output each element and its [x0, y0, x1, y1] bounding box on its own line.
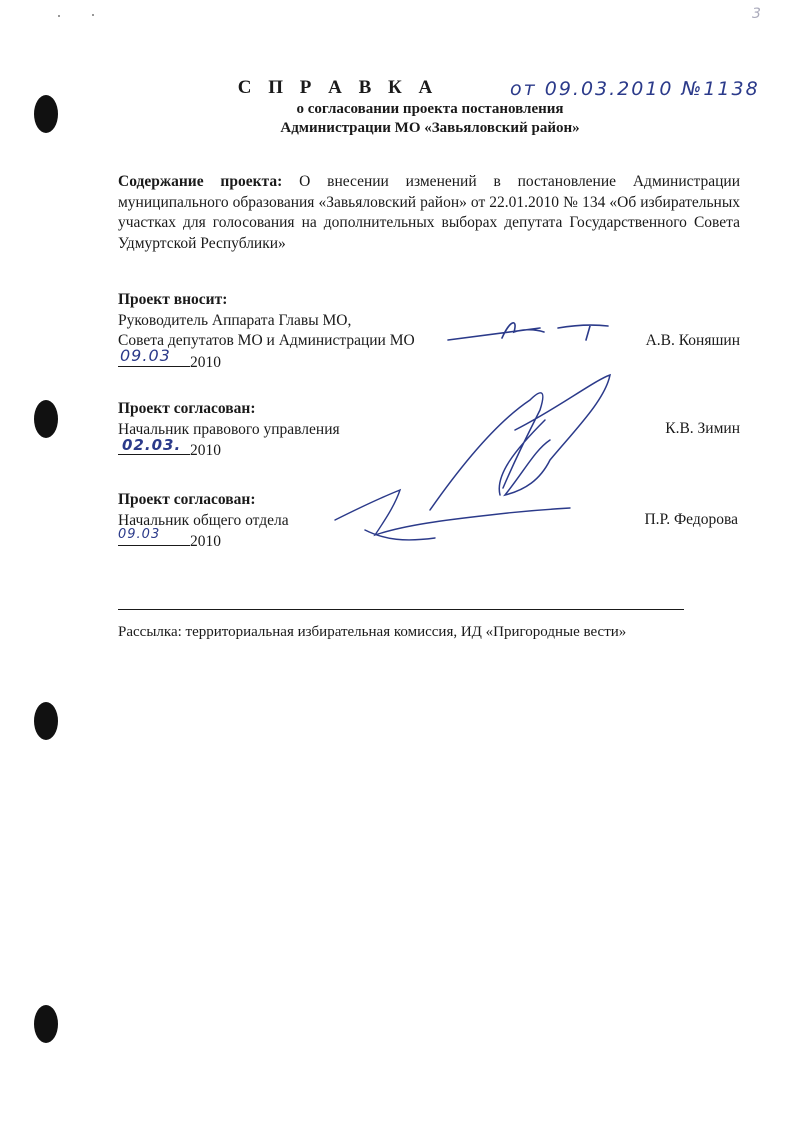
- signature-1: [440, 310, 620, 350]
- approval-position: Начальник правового управления: [118, 420, 340, 438]
- signature-2: [325, 370, 625, 570]
- punch-hole: [34, 400, 58, 438]
- content-text: О внесении изменений в постановление Администрации муниципального образования «Завьяловский район» от 22.01.2010 № 134 «Об избирательных участках для голосования на дополнительных выборах депутата Государственного Совета Удмуртской Республики»: [118, 173, 740, 252]
- approver-name: А.В. Коняшин: [645, 332, 740, 349]
- document-subtitle: о согласовании проекта постановления: [296, 101, 564, 117]
- punch-hole: [34, 1005, 58, 1043]
- approval-heading: Проект согласован:: [118, 400, 256, 417]
- handwritten-reference: от 09.03.2010 №1138: [510, 78, 760, 100]
- approval-heading: Проект вносит:: [118, 291, 228, 308]
- approval-position: Совета депутатов МО и Администрации МО: [118, 332, 415, 349]
- scan-speck: [92, 14, 94, 16]
- approver-name: К.В. Зимин: [665, 420, 740, 437]
- project-content: [118, 172, 740, 254]
- approval-position: Руководитель Аппарата Главы МО,: [118, 311, 352, 329]
- page-number-mark: 3: [752, 6, 761, 22]
- handwritten-date: 02.03.: [122, 436, 182, 454]
- handwritten-date: 09.03: [120, 345, 171, 365]
- approval-position: Начальник общего отдела: [118, 511, 289, 529]
- mailing-list: Рассылка: территориальная избирательная комиссия, ИД «Пригородные вести»: [118, 624, 627, 640]
- approver-name: П.Р. Федорова: [644, 511, 738, 528]
- content-label: Содержание проекта:: [118, 173, 283, 190]
- handwritten-date: 09.03: [118, 527, 161, 542]
- approval-heading: Проект согласован:: [118, 491, 256, 508]
- punch-hole: [34, 702, 58, 740]
- document-title: С П Р А В К А: [237, 77, 439, 98]
- divider: [118, 609, 684, 610]
- document-subtitle-org: Администрации МО «Завьяловский район»: [280, 120, 580, 136]
- approval-year: 2010: [190, 533, 221, 550]
- approval-year: 2010: [190, 353, 221, 371]
- scan-speck: [58, 15, 60, 17]
- approval-year: 2010: [190, 442, 221, 459]
- approval-block-1: [118, 290, 740, 373]
